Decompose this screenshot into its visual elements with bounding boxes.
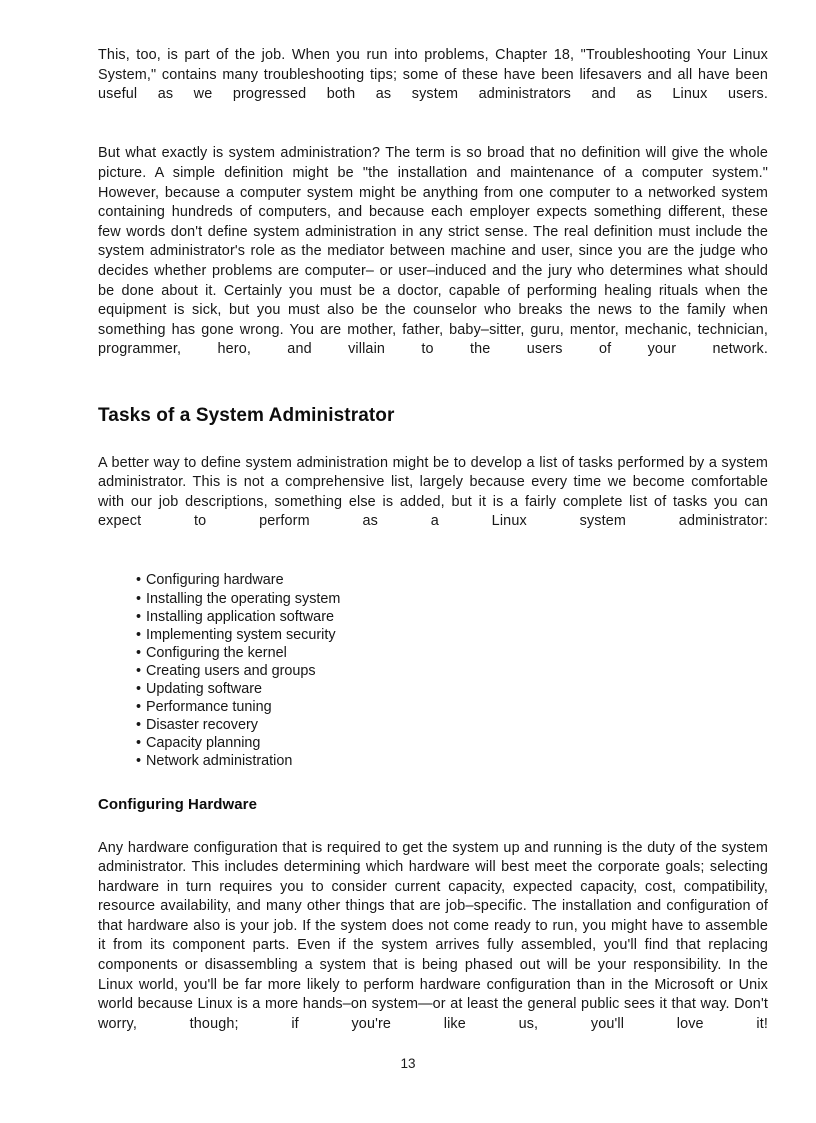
list-item xyxy=(98,734,768,752)
bullet-icon: • xyxy=(136,662,142,679)
bullet-icon: • xyxy=(136,590,142,607)
bullet-icon: • xyxy=(136,735,142,752)
bullet-icon: • xyxy=(136,699,142,716)
list-item-label: Implementing system security xyxy=(146,626,336,643)
section-heading-tasks-of-a-system-administrator: Tasks of a System Administrator xyxy=(98,404,395,426)
list-item-label: Installing application software xyxy=(146,608,334,625)
list-item xyxy=(98,608,768,626)
paragraph-intro-troubleshooting: This, too, is part of the job. When you run into problems, Chapter 18, "Troubleshooting Your Linux System," contains many troubleshooting tips; some of these have been lifesavers and all have been useful as we progressed both as system administrators and as Linux users. xyxy=(98,47,768,103)
list-item-label: Disaster recovery xyxy=(146,717,258,734)
bullet-icon: • xyxy=(136,608,142,625)
paragraph-what-is-system-administration: But what exactly is system administration? The term is so broad that no definition will give the whole picture. A simple definition might be "the installation and maintenance of a computer system." However, because a computer system might be anything from one computer to a networked system containing hundreds of computers, and because each employer expects something different, these few words don't define system administration in any strict sense. The real definition must include the system administrator's role as the mediator between machine and user, since you are the judge who decides whether problems are computer– or user–induced and the jury who determines what should be done about it. Certainly you must be a doctor, capable of performing healing rituals when the equipment is sick, but you must also be the counselor who breaks the news to the family when something has gone wrong. You are mother, father, baby–sitter, guru, mentor, mechanic, technician, programmer, hero, and villain to the users of your network. xyxy=(98,145,768,358)
list-item-label: Configuring the kernel xyxy=(146,644,287,661)
list-item-label: Network administration xyxy=(146,753,293,770)
page-content xyxy=(98,46,768,1074)
list-item-label: Installing the operating system xyxy=(146,590,341,607)
list-item xyxy=(98,716,768,734)
bullet-icon: • xyxy=(136,626,142,643)
list-item xyxy=(98,662,768,680)
task-list xyxy=(98,571,768,770)
paragraph-better-way-to-define: A better way to define system administration might be to develop a list of tasks performed by a system administrator. This is not a comprehensive list, largely because every time we become comfortable with our job descriptions, something else is added, but it is a fairly complete list of tasks you can expect to perform as a Linux system administrator: xyxy=(98,454,768,530)
list-item-label: Performance tuning xyxy=(146,699,272,716)
list-item-label: Updating software xyxy=(146,681,262,698)
list-item xyxy=(98,626,768,644)
bullet-icon: • xyxy=(136,644,142,661)
list-item xyxy=(98,752,768,770)
list-item-label: Configuring hardware xyxy=(146,572,284,589)
paragraph-configuring-hardware-body: Any hardware configuration that is required to get the system up and running is the duty of the system administrator. This includes determining which hardware will best meet the corporate goals; selecting hardware in turn requires you to consider current capacity, expected capacity, cost, compatibility, resource availability, and many other things that are job–specific. The installation and configuration of that hardware also is your job. If the system does not come ready to run, you might have to assemble it from its component parts. Even if the system arrives fully assembled, you'll find that replacing components or disassembling a system that is being phased out will be your responsibility. In the Linux world, you'll be far more likely to perform hardware configuration than in the Microsoft or Unix world because Linux is a more hands–on system—or at least the general public sees it that way. Don't worry, though; if you're like us, you'll love it! xyxy=(98,839,768,1032)
bullet-icon: • xyxy=(136,753,142,770)
list-item-label: Capacity planning xyxy=(146,735,261,752)
list-item xyxy=(98,571,768,589)
list-item xyxy=(98,590,768,608)
bullet-icon: • xyxy=(136,717,142,734)
page-number: 13 xyxy=(400,1056,416,1071)
bullet-icon: • xyxy=(136,572,142,589)
list-item-label: Creating users and groups xyxy=(146,662,316,679)
list-item xyxy=(98,644,768,662)
bullet-icon: • xyxy=(136,681,142,698)
list-item xyxy=(98,680,768,698)
subsection-heading-configuring-hardware: Configuring Hardware xyxy=(98,795,258,813)
list-item xyxy=(98,698,768,716)
